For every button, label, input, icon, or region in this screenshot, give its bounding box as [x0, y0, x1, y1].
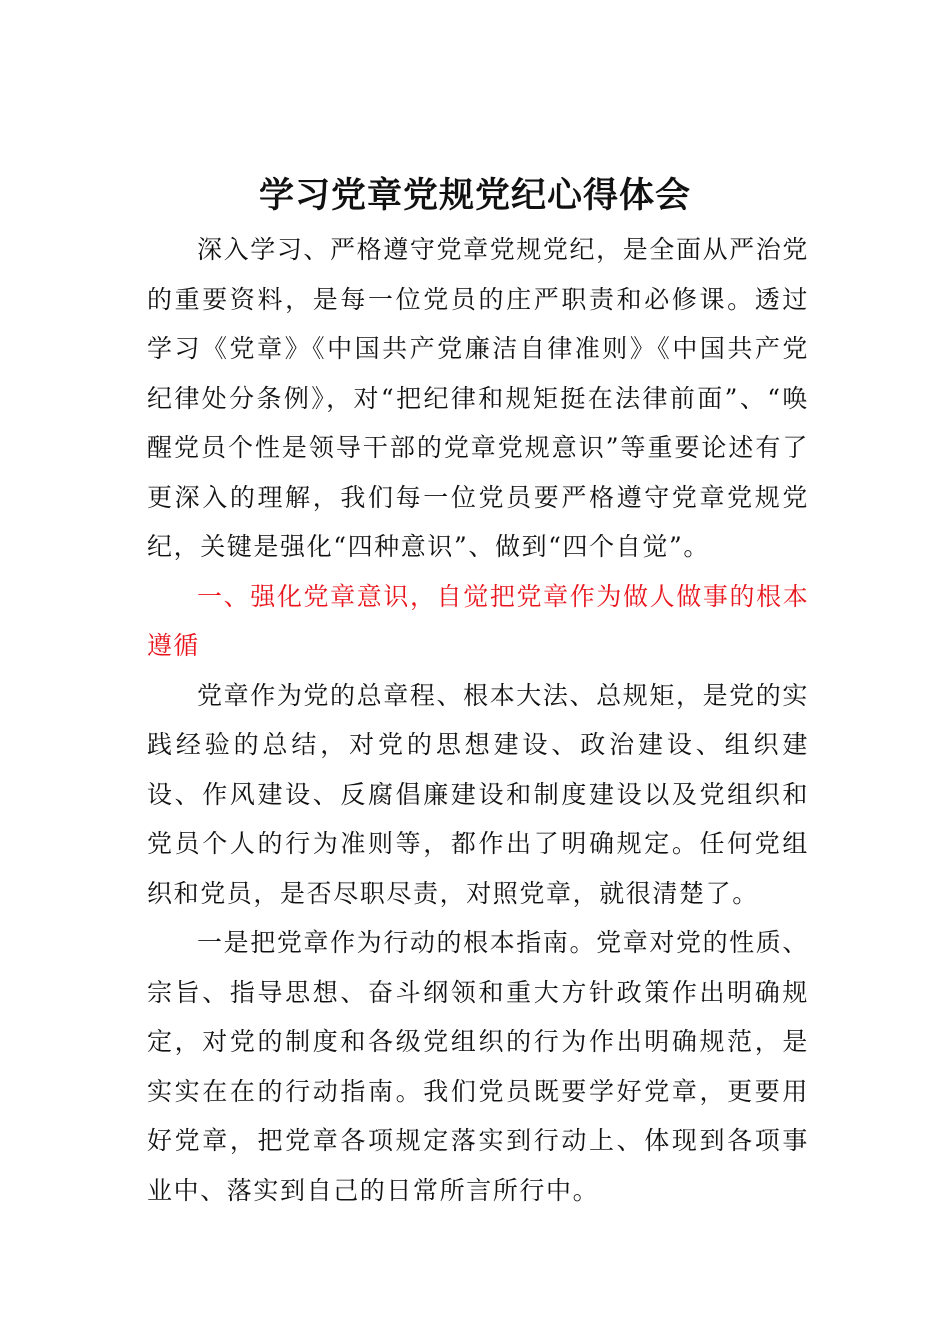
section-1-paragraph-2: 一是把党章作为行动的根本指南。党章对党的性质、宗旨、指导思想、奋斗纲领和重大方针政策作出明确规定，对党的制度和各级党组织的行为作出明确规范，是实实在在的行动指南。我们党员既要学好党章，更要用好党章，把党章各项规定落实到行动上、体现到各项事业中、落实到自己的日常所言所行中。: [147, 928, 809, 1205]
document-title: 学习党章党规党纪心得体会: [258, 176, 691, 217]
section-1-paragraph-1: 党章作为党的总章程、根本大法、总规矩，是党的实践经验的总结，对党的思想建设、政治建设、组织建设、作风建设、反腐倡廉建设和制度建设以及党组织和党员个人的行为准则等，都作出了明确规定。任何党组织和党员，是否尽职尽责，对照党章，就很清楚了。: [147, 680, 809, 908]
intro-paragraph: 深入学习、严格遵守党章党规党纪，是全面从严治党的重要资料，是每一位党员的庄严职责和必修课。透过学习《党章》《中国共产党廉洁自律准则》《中国共产党纪律处分条例》，对“把纪律和规矩挺在法律前面”、“唤醒党员个性是领导干部的党章党规意识”等重要论述有了更深入的理解，我们每一位党员要严格遵守党章党规党纪，关键是强化“四种意识”、做到“四个自觉”。: [147, 235, 809, 561]
section-heading-1: 一、强化党章意识，自觉把党章作为做人做事的根本遵循: [147, 581, 809, 660]
document-body: [147, 225, 809, 1215]
